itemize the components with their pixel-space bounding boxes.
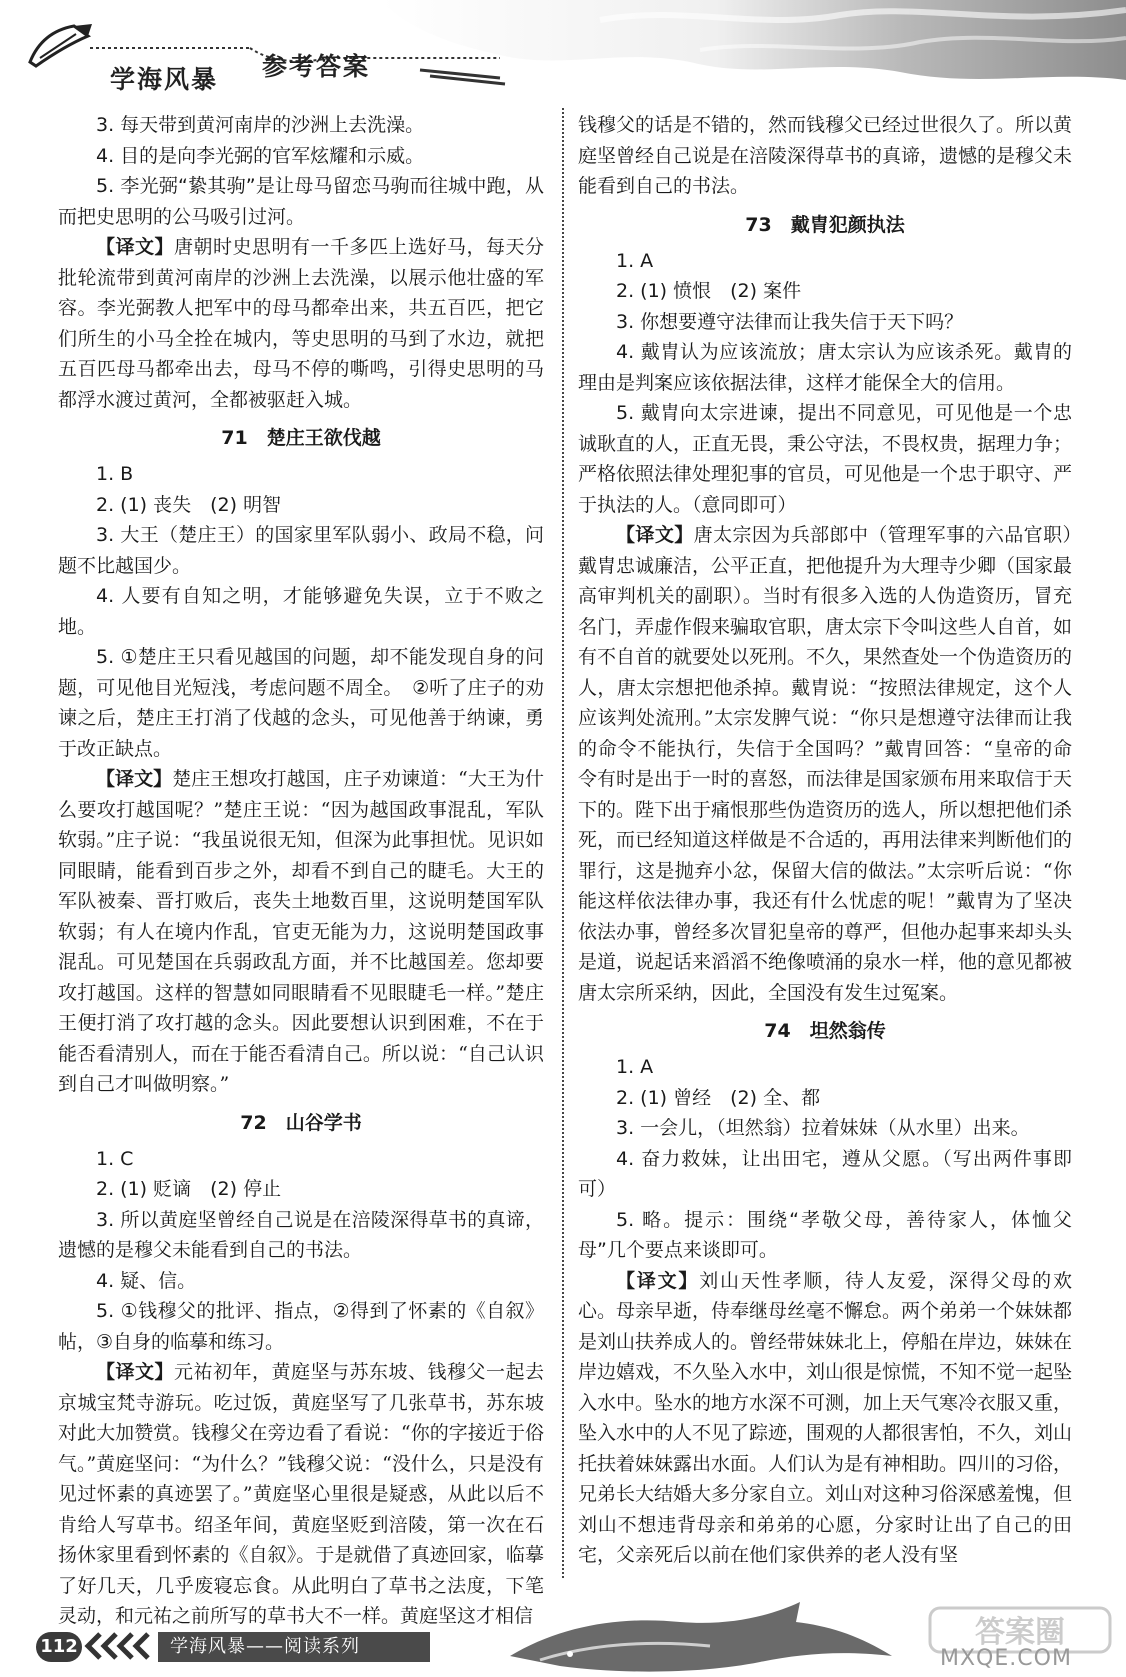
translation-text: 刘山天性孝顺，待人友爱，深得父母的欢心。母亲早逝，侍奉继母丝毫不懈怠。两个弟弟一个妹妹都是刘山扶养成人的。曾经带妹妹北上，停船在岸边，妹妹在岸边嬉戏，不久坠入水中，刘山很是惊慌，不知不觉一起坠入水中。坠水的地方水深不可测，加上天气寒冷衣服又重，坠入水中的人不见了踪迹，围观的人都很害怕，不久，刘山托扶着妹妹露出水面。人们认为是有神相助。四川的习俗，兄弟长大结婚大多分家自立。刘山对这种习俗深感羞愧，但刘山不想违背母亲和弟弟的心愿，分家时让出了自己的田宅，父亲死后以前在他们家供养的老人没有坚 <box>578 1269 1073 1566</box>
chevron-left-icon <box>84 1630 154 1662</box>
answer-item: 4. 目的是向李光弼的官军炫耀和示威。 <box>96 144 425 167</box>
answer-item: 3. 你想要遵守法律而让我失信于天下吗？ <box>616 310 964 333</box>
translation-text: 元祐初年，黄庭坚与苏东坡、钱穆父一起去京城宝梵寺游玩。吃过饭，黄庭坚写了几张草书，苏东坡对此大加赞赏。钱穆父在旁边看了看说：“你的字接近于俗气。”黄庭坚问：“为什么？”钱穆父说：“没什么，只是没有见过怀素的真迹罢了。”黄庭坚心里很是疑惑，从此以后不肯给人写草书。绍圣年间，黄庭坚贬到涪陵，第一次在石扬休家里看到怀素的《自叙》。于是就借了真迹回家，临摹了好几天，几乎废寝忘食。从此明白了草书之法度，下笔灵动，和元祐之前所写的草书大不一样。黄庭坚这才相信 <box>58 1361 544 1627</box>
translation-tag: 【译文】 <box>96 236 174 258</box>
answer-item: 4. 疑、信。 <box>96 1269 197 1292</box>
translation-text: 唐朝时史思明有一千多匹上选好马，每天分批轮流带到黄河南岸的沙洲上去洗澡，以展示他壮盛的军容。李光弼教人把军中的母马都牵出来，共五百匹，把它们所生的小马全拴在城内，等史思明的马到了水边，就把五百匹母马都牵出去，母马不停的嘶鸣，引得史思明的马都浮水渡过黄河，全都被驱赶入城。 <box>58 236 544 411</box>
column-divider <box>562 108 564 1578</box>
answer-item: 2. (1) 曾经 (2) 全、都 <box>616 1086 821 1109</box>
answer-item: 4. 奋力救妹，让出田宅，遵从父愿。（写出两件事即可） <box>578 1147 1072 1200</box>
translation-tag: 【译文】 <box>96 1361 174 1383</box>
brand-title: 学海风暴 <box>110 65 219 94</box>
pen-icon <box>26 22 96 68</box>
section-heading: 73 戴胄犯颜执法 <box>745 213 905 236</box>
translation-paragraph <box>58 232 544 415</box>
answer-item: 3. 所以黄庭坚曾经自己说是在涪陵深得草书的真谛，遗憾的是穆父未能看到自己的书法。 <box>58 1208 544 1261</box>
answer-item: 2. (1) 愤恨 (2) 案件 <box>616 280 802 302</box>
section-heading: 71 楚庄王欲伐越 <box>221 427 381 449</box>
answer-item: 1. B <box>96 463 134 485</box>
translation-paragraph <box>578 520 1072 1008</box>
translation-paragraph <box>58 764 544 1100</box>
section-title: 参考答案 <box>262 52 371 81</box>
left-column <box>58 110 544 1632</box>
answer-item: 1. A <box>616 1056 654 1078</box>
watermark-url: MXQE.COM <box>940 1646 1072 1671</box>
series-label: 学海风暴——阅读系列 <box>158 1632 430 1662</box>
answer-item: 2. (1) 丧失 (2) 明智 <box>96 493 282 516</box>
page-number: 112 <box>36 1632 82 1662</box>
svg-text:答案圈: 答案圈 <box>975 1615 1065 1650</box>
translation-continued: 钱穆父的话是不错的，然而钱穆父已经过世很久了。所以黄庭坚曾经自己说是在涪陵深得草书的真谛，遗憾的是穆父未能看到自己的书法。 <box>578 114 1073 197</box>
translation-text: 楚庄王想攻打越国，庄子劝谏道：“大王为什么要攻打越国呢？”楚庄王说：“因为越国政事混乱，军队软弱。”庄子说：“我虽说很无知，但深为此事担忧。见识如同眼睛，能看到百步之外，却看不到自己的睫毛。大王的军队被秦、晋打败后，丧失土地数百里，这说明楚国军队软弱；有人在境内作乱，官吏无能为力，这说明楚国政事混乱。可见楚国在兵弱政乱方面，并不比越国差。您却要攻打越国。这样的智慧如同眼睛看不见眼睫毛一样。”楚庄王便打消了攻打越的念头。因此要想认识到困难，不在于能否看清别人，而在于能否看清自己。所以说：“自己认识到自己才叫做明察。” <box>58 768 544 1095</box>
translation-tag: 【译文】 <box>96 768 173 790</box>
answer-item: 2. (1) 贬谪 (2) 停止 <box>96 1178 282 1200</box>
answer-item: 5. 李光弼“絷其驹”是让母马留恋马驹而往城中跑，从而把史思明的公马吸引过河。 <box>58 175 544 228</box>
answer-item: 3. 大王（楚庄王）的国家里军队弱小、政局不稳，问题不比越国少。 <box>58 524 544 577</box>
section-heading: 72 山谷学书 <box>240 1111 362 1134</box>
answer-item: 3. 一会儿，（坦然翁）拉着妹妹（从水里）出来。 <box>616 1117 1030 1139</box>
dolphin-icon <box>500 1596 900 1676</box>
answer-item: 4. 戴胄认为应该流放；唐太宗认为应该杀死。戴胄的理由是判案应该依据法律，这样才能保全大的信用。 <box>578 341 1072 394</box>
answer-item: 5. 略。提示：围绕“孝敬父母，善待家人，体恤父母”几个要点来谈即可。 <box>578 1208 1072 1261</box>
section-heading: 74 坦然翁传 <box>764 1020 886 1042</box>
page-footer <box>0 1586 1126 1677</box>
answer-item: 1. C <box>96 1147 134 1170</box>
answer-item: 5. ①钱穆父的批评、指点，②得到了怀素的《自叙》帖，③自身的临摹和练习。 <box>58 1300 544 1353</box>
translation-text: 唐太宗因为兵部郎中（管理军事的六品官职）戴胄忠诚廉洁，公平正直，把他提升为大理寺少卿（国家最高审判机关的副职）。当时有很多入选的人伪造资历，冒充名门，弄虚作假来骗取官职，唐太宗下令叫这些人自首，如有不自首的就要处以死刑。不久，果然查处一个伪造资历的人，唐太宗想把他杀掉。戴胄说：“按照法律规定，这个人应该判处流刑。”太宗发脾气说：“你只是想遵守法律而让我的命令不能执行，失信于全国吗？”戴胄回答：“皇帝的命令有时是出于一时的喜怒，而法律是国家颁布用来取信于天下的。陛下出于痛恨那些伪造资历的选人，所以想把他们杀死，而已经知道这样做是不合适的，再用法律来判断他们的罪行，这是抛弃小忿，保留大信的做法。”太宗听后说：“你能这样依法律办事，我还有什么忧虑的呢！”戴胄为了坚决依法办事，曾经多次冒犯皇帝的尊严，但他办起事来却头头是道，说起话来滔滔不绝像喷涌的泉水一样，他的意见都被唐太宗所采纳，因此，全国没有发生过冤案。 <box>578 524 1073 1004</box>
answer-item: 4. 人要有自知之明，才能够避免失误，立于不败之地。 <box>58 585 544 638</box>
answer-item: 3. 每天带到黄河南岸的沙洲上去洗澡。 <box>96 114 425 136</box>
page-header <box>0 0 1126 96</box>
answer-item: 1. A <box>616 249 654 272</box>
translation-tag: 【译文】 <box>616 524 694 546</box>
answer-item: 5. ①楚庄王只看见越国的问题，却不能发现自身的问题，可见他目光短浅，考虑问题不周全。 ②听了庄子的劝谏之后，楚庄王打消了伐越的念头，可见他善于纳谏，勇于改正缺点。 <box>58 646 544 760</box>
translation-tag: 【译文】 <box>616 1269 700 1292</box>
right-column <box>578 110 1072 1571</box>
answer-item: 5. 戴胄向太宗进谏，提出不同意见，可见他是一个忠诚耿直的人，正直无畏，秉公守法，不畏权贵，据理力争；严格依照法律处理犯事的官员，可见他是一个忠于职守、严于执法的人。（意同即可） <box>578 402 1073 516</box>
translation-paragraph <box>578 1266 1072 1571</box>
